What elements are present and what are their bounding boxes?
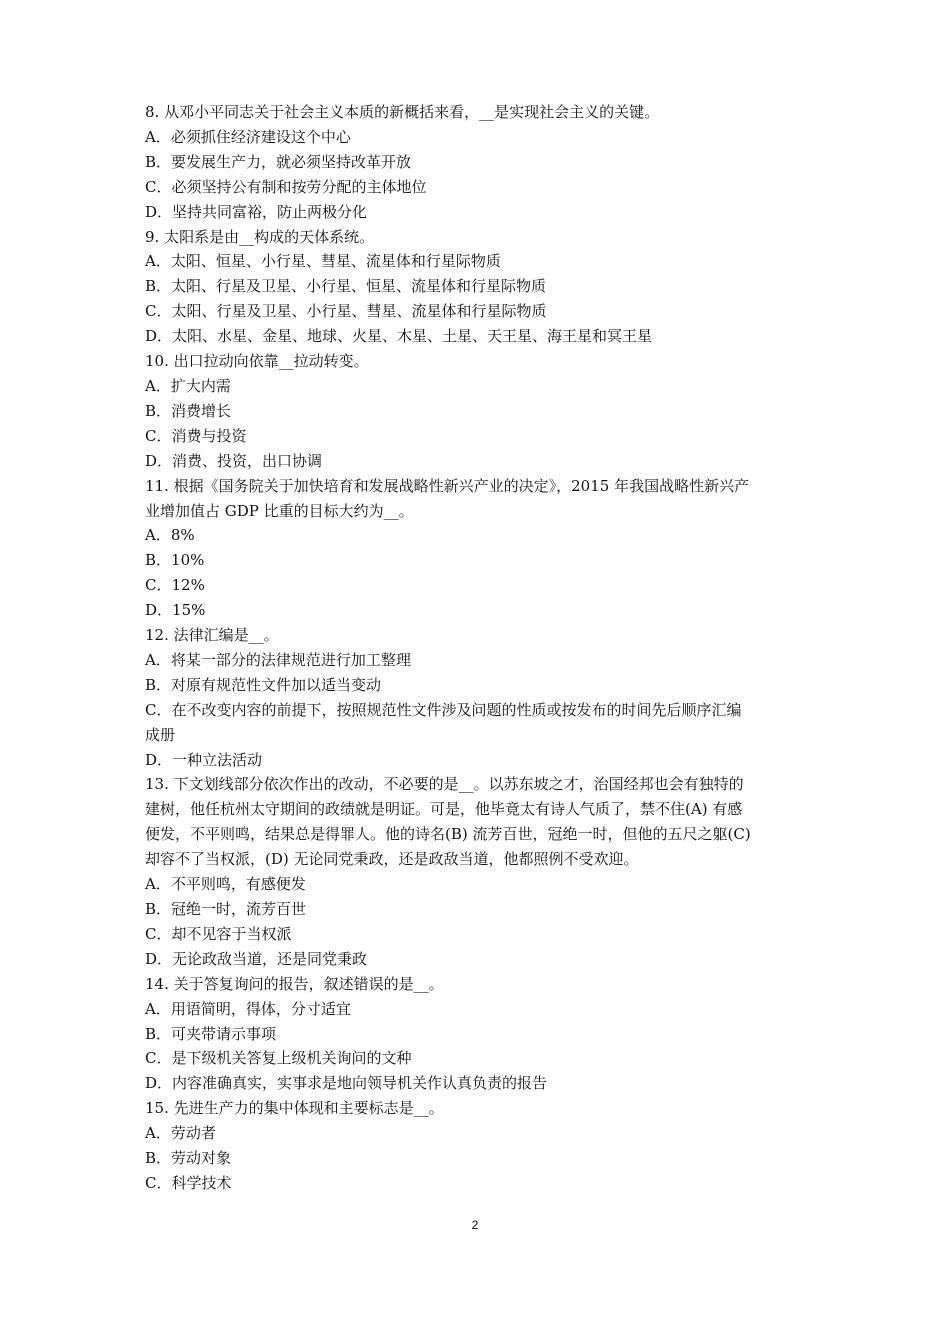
answer-option bbox=[145, 150, 815, 175]
answer-option-line: C．科学技术 bbox=[145, 1173, 232, 1192]
answer-option bbox=[145, 997, 815, 1022]
answer-option bbox=[145, 523, 815, 548]
answer-option-line: C．太阳、行星及卫星、小行星、彗星、流星体和行星际物质 bbox=[145, 302, 547, 321]
page-content bbox=[145, 100, 815, 1196]
answer-option-line: D．15% bbox=[145, 601, 206, 620]
question-block bbox=[145, 349, 815, 474]
question-stem bbox=[145, 623, 815, 648]
answer-option bbox=[145, 1121, 815, 1146]
answer-option-line: D．太阳、水星、金星、地球、火星、木星、土星、天王星、海王星和冥王星 bbox=[145, 327, 653, 346]
answer-option-line: B．太阳、行星及卫星、小行星、恒星、流星体和行星际物质 bbox=[145, 277, 547, 296]
question-block bbox=[145, 225, 815, 350]
question-stem-line: 15. 先进生产力的集中体现和主要标志是__。 bbox=[145, 1099, 444, 1118]
answer-option-line: B．对原有规范性文件加以适当变动 bbox=[145, 675, 382, 694]
answer-option-line: A．不平则鸣，有感便发 bbox=[145, 875, 306, 894]
answer-option-line: C．12% bbox=[145, 576, 205, 595]
answer-option bbox=[145, 598, 815, 623]
answer-option-line: D．一种立法活动 bbox=[145, 750, 263, 769]
question-stem bbox=[145, 972, 815, 997]
answer-option bbox=[145, 374, 815, 399]
question-stem bbox=[145, 1096, 815, 1121]
question-stem-line: 8. 从邓小平同志关于社会主义本质的新概括来看，__是实现社会主义的关键。 bbox=[145, 103, 660, 121]
answer-option bbox=[145, 1046, 815, 1071]
answer-option-line: A．用语简明，得体，分寸适宜 bbox=[145, 999, 351, 1018]
question-block bbox=[145, 474, 815, 623]
answer-option bbox=[145, 324, 815, 349]
question-stem-line: 却容不了当权派，(D) 无论同党秉政，还是政敌当道，他都照例不受欢迎。 bbox=[145, 850, 639, 869]
question-stem-line: 便发，不平则鸣，结果总是得罪人。他的诗名(B) 流芳百世，冠绝一时，但他的五尺之躯(C) bbox=[145, 825, 751, 844]
answer-option-line: D．坚持共同富裕，防止两极分化 bbox=[145, 202, 368, 221]
question-stem-line: 10. 出口拉动向依靠__拉动转变。 bbox=[145, 352, 369, 371]
answer-option-line: A．扩大内需 bbox=[145, 376, 231, 395]
question-stem bbox=[145, 225, 815, 250]
answer-option bbox=[145, 449, 815, 474]
answer-option-line: D．无论政敌当道，还是同党秉政 bbox=[145, 949, 368, 968]
question-stem bbox=[145, 100, 815, 125]
question-stem-line: 业增加值占 GDP 比重的目标大约为__。 bbox=[145, 501, 414, 520]
answer-option bbox=[145, 399, 815, 424]
answer-option bbox=[145, 897, 815, 922]
answer-option bbox=[145, 1171, 815, 1196]
question-stem-line: 13. 下文划线部分依次作出的改动，不必要的是__。以苏东坡之才，治国经邦也会有独特的 bbox=[145, 775, 744, 794]
answer-option-line: 成册 bbox=[145, 725, 176, 744]
answer-option-line: A．劳动者 bbox=[145, 1124, 216, 1143]
answer-option-line: D．消费、投资，出口协调 bbox=[145, 451, 323, 470]
answer-option bbox=[145, 299, 815, 324]
answer-option-line: D．内容准确真实，实事求是地向领导机关作认真负责的报告 bbox=[145, 1074, 548, 1093]
question-block bbox=[145, 772, 815, 971]
answer-option-line: C．必须坚持公有制和按劳分配的主体地位 bbox=[145, 177, 427, 196]
question-stem-line: 建树，他任杭州太守期间的政绩就是明证。可是，他毕竟太有诗人气质了，禁不住(A) 有感 bbox=[145, 800, 743, 819]
answer-option bbox=[145, 1022, 815, 1047]
answer-option bbox=[145, 1071, 815, 1096]
answer-option-line: A．太阳、恒星、小行星、彗星、流星体和行星际物质 bbox=[145, 252, 501, 271]
answer-option-line: A．8% bbox=[145, 526, 195, 545]
answer-option-line: B．10% bbox=[145, 551, 205, 570]
answer-option bbox=[145, 424, 815, 449]
answer-option-line: A．将某一部分的法律规范进行加工整理 bbox=[145, 650, 411, 669]
question-block bbox=[145, 1096, 815, 1196]
answer-option-line: B．要发展生产力，就必须坚持改革开放 bbox=[145, 152, 412, 171]
answer-option bbox=[145, 922, 815, 947]
answer-option-line: B．劳动对象 bbox=[145, 1149, 232, 1168]
answer-option-line: B．可夹带请示事项 bbox=[145, 1024, 277, 1043]
answer-option-line: B．消费增长 bbox=[145, 401, 232, 420]
answer-option bbox=[145, 200, 815, 225]
answer-option bbox=[145, 249, 815, 274]
answer-option bbox=[145, 698, 815, 748]
answer-option-line: B．冠绝一时，流芳百世 bbox=[145, 900, 307, 918]
question-stem-line: 14. 关于答复询问的报告，叙述错误的是__。 bbox=[145, 974, 444, 993]
answer-option-line: C．是下级机关答复上级机关询问的文种 bbox=[145, 1049, 412, 1068]
question-stem-line: 9. 太阳系是由__构成的天体系统。 bbox=[145, 227, 375, 246]
answer-option bbox=[145, 1146, 815, 1171]
question-block bbox=[145, 100, 815, 225]
answer-option bbox=[145, 175, 815, 200]
answer-option-line: A．必须抓住经济建设这个中心 bbox=[145, 127, 351, 146]
question-block bbox=[145, 623, 815, 772]
answer-option bbox=[145, 548, 815, 573]
question-block bbox=[145, 972, 815, 1097]
question-stem bbox=[145, 349, 815, 374]
answer-option-line: C．在不改变内容的前提下，按照规范性文件涉及问题的性质或按发布的时间先后顺序汇编 bbox=[145, 700, 742, 719]
answer-option-line: C．消费与投资 bbox=[145, 426, 247, 445]
answer-option bbox=[145, 673, 815, 698]
answer-option bbox=[145, 274, 815, 299]
answer-option-line: C．却不见容于当权派 bbox=[145, 924, 292, 943]
answer-option bbox=[145, 573, 815, 598]
answer-option bbox=[145, 648, 815, 673]
question-stem bbox=[145, 474, 815, 524]
answer-option bbox=[145, 125, 815, 150]
answer-option bbox=[145, 947, 815, 972]
page-number: 2 bbox=[471, 1218, 479, 1232]
answer-option bbox=[145, 748, 815, 773]
question-stem-line: 12. 法律汇编是__。 bbox=[145, 626, 279, 645]
answer-option bbox=[145, 872, 815, 897]
question-stem-line: 11. 根据《国务院关于加快培育和发展战略性新兴产业的决定》，2015 年我国战略性新兴产 bbox=[145, 476, 750, 495]
question-stem bbox=[145, 772, 815, 872]
